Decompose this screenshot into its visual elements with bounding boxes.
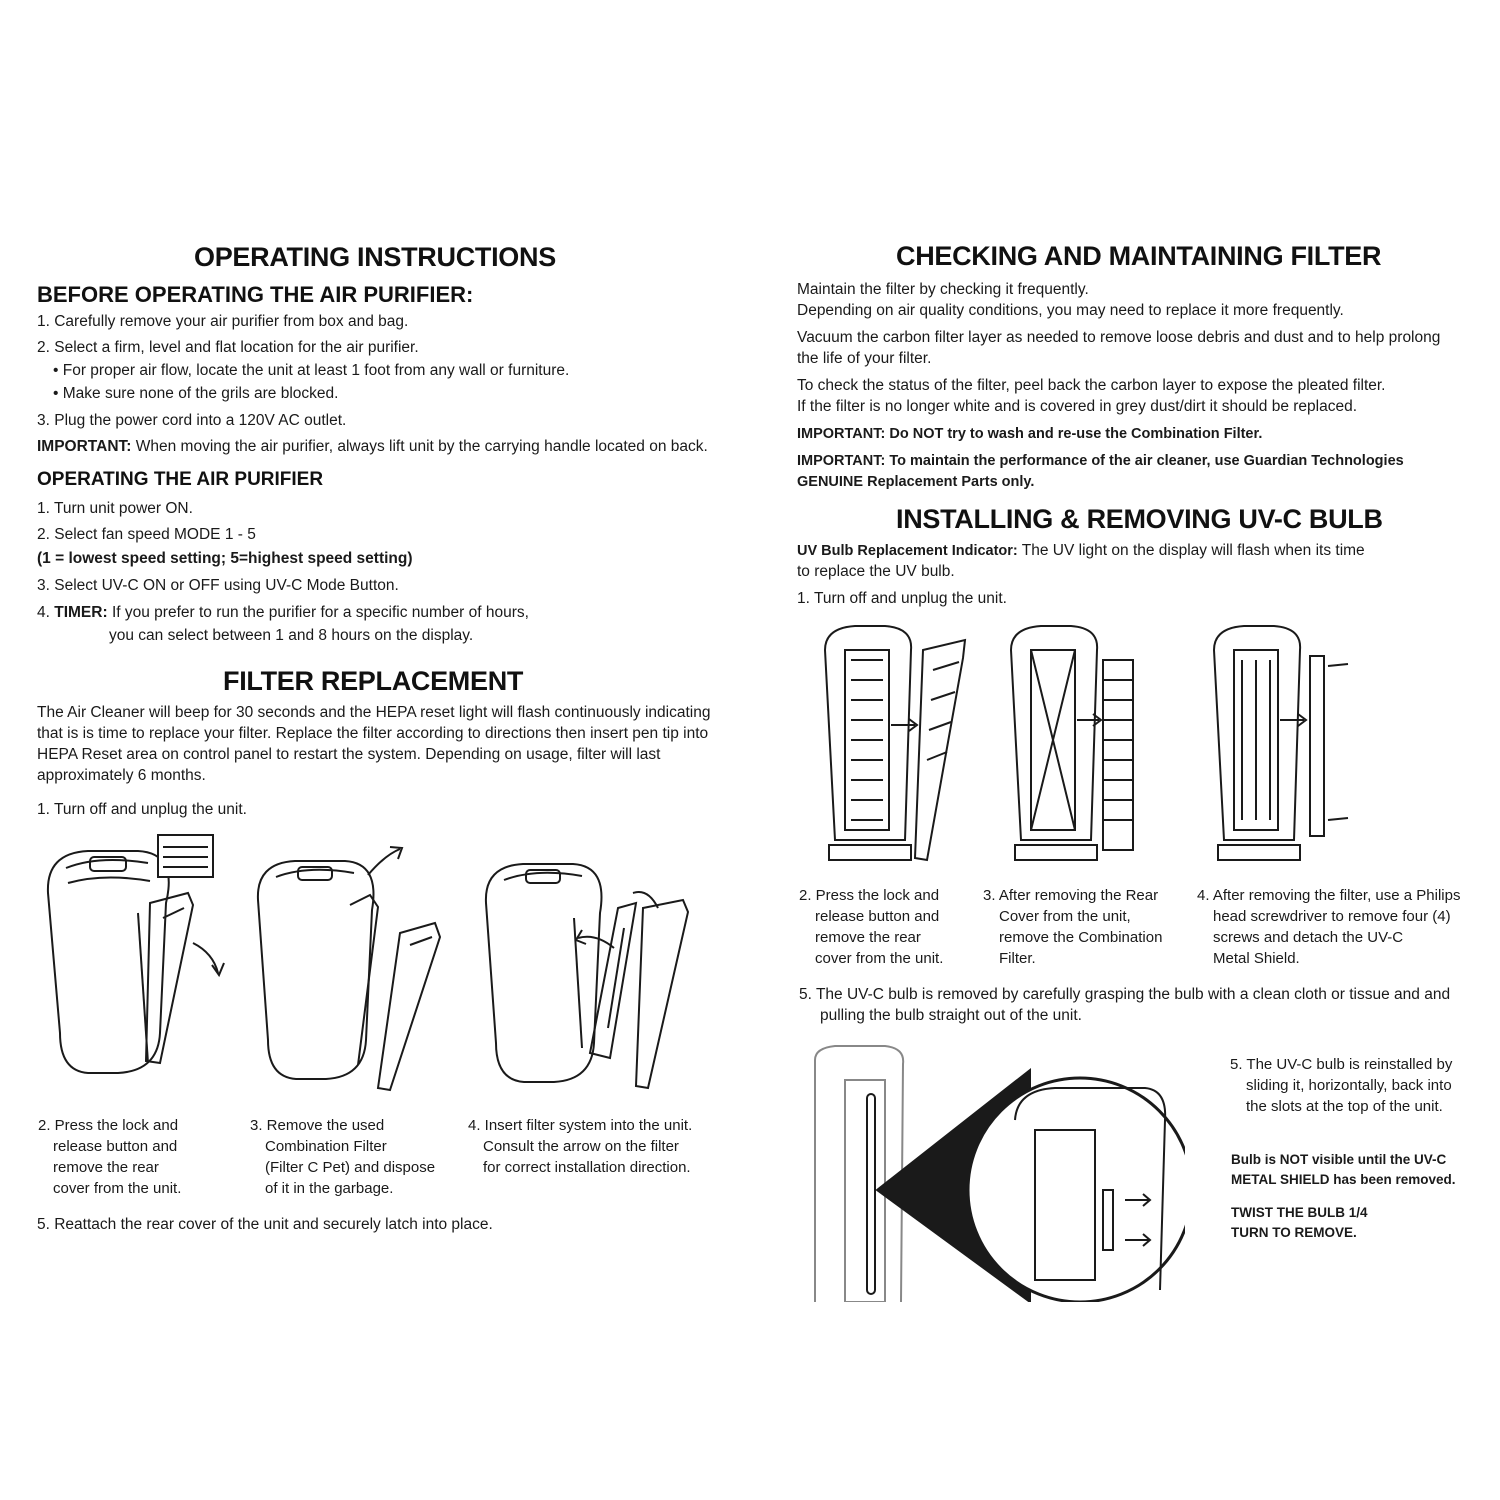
filter-step-5: 5. Reattach the rear cover of the unit and securely latch into place.: [37, 1216, 493, 1233]
uvc-indicator-line-2: to replace the UV bulb.: [797, 563, 955, 580]
caption-line: remove the rear: [815, 929, 921, 946]
illustration-insert-filter: [478, 848, 708, 1098]
uvc-visibility-note: [1231, 1150, 1456, 1190]
filter-replacement-title: FILTER REPLACEMENT: [223, 666, 524, 696]
caption-line: Cover from the unit,: [999, 908, 1131, 925]
uvc-twist-note: [1231, 1203, 1368, 1243]
caption-line: 2. Press the lock and: [38, 1117, 179, 1134]
caption-line: 4. Insert filter system into the unit.: [468, 1117, 693, 1134]
checking-filter-title: CHECKING AND MAINTAINING FILTER: [896, 241, 1382, 271]
caption-line: 4. After removing the filter, use a Philips: [1197, 887, 1461, 904]
caption-line: of it in the garbage.: [265, 1180, 394, 1197]
uvc-bulb-title: INSTALLING & REMOVING UV-C BULB: [896, 504, 1383, 534]
uvc-step-1: 1. Turn off and unplug the unit.: [797, 590, 1007, 607]
uvc-indicator: [797, 541, 1365, 561]
checking-line-2: Depending on air quality conditions, you may need to replace it more frequently.: [797, 302, 1344, 319]
filter-para-line-1: The Air Cleaner will beep for 30 seconds and the HEPA reset light will flash continuously indicating: [37, 704, 711, 721]
filter-caption-3: [250, 1115, 435, 1199]
before-bullet-2: • Make sure none of the grils are blocked.: [53, 385, 339, 402]
checking-line-5: To check the status of the filter, peel back the carbon layer to expose the pleated filter.: [797, 377, 1386, 394]
caption-line: for correct installation direction.: [483, 1159, 691, 1176]
checking-important-1: IMPORTANT: Do NOT try to wash and re-use the Combination Filter.: [797, 426, 1263, 442]
caption-line: cover from the unit.: [53, 1180, 182, 1197]
caption-line: Bulb is NOT visible until the UV-C: [1231, 1152, 1447, 1167]
caption-line: TURN TO REMOVE.: [1231, 1225, 1357, 1240]
illustration-tower-rear-cover: [815, 620, 975, 875]
filter-step-1: 1. Turn off and unplug the unit.: [37, 801, 247, 818]
important-label: IMPORTANT:: [37, 438, 132, 455]
illustration-remove-rear-cover: [38, 833, 238, 1093]
before-step-1: 1. Carefully remove your air purifier from box and bag.: [37, 313, 409, 330]
illustration-tower-combination-filter: [1003, 620, 1153, 875]
caption-line: screws and detach the UV-C: [1213, 929, 1404, 946]
caption-line: release button and: [53, 1138, 178, 1155]
caption-line: Combination Filter: [265, 1138, 387, 1155]
before-operating-heading: BEFORE OPERATING THE AIR PURIFIER:: [37, 282, 474, 307]
before-step-3: 3. Plug the power cord into a 120V AC outlet.: [37, 412, 347, 429]
illustration-remove-filter: [250, 845, 450, 1100]
before-bullet-1: • For proper air flow, locate the unit at least 1 foot from any wall or furniture.: [53, 362, 570, 379]
caption-line: 2. Press the lock and: [799, 887, 940, 904]
timer-text-1: If you prefer to run the purifier for a specific number of hours,: [111, 604, 529, 621]
caption-line: cover from the unit.: [815, 950, 944, 967]
uvc-caption-2: [799, 885, 943, 969]
filter-caption-4: [468, 1115, 692, 1178]
filter-caption-2: [38, 1115, 181, 1199]
caption-line: 3. After removing the Rear: [983, 887, 1159, 904]
uvc-step-5-line-1: 5. The UV-C bulb is removed by carefully grasping the bulb with a clean cloth or tissue and and: [799, 986, 1451, 1003]
uvc-caption-3: [983, 885, 1162, 969]
operating-instructions-title: OPERATING INSTRUCTIONS: [194, 242, 556, 272]
timer-text-2: you can select between 1 and 8 hours on the display.: [109, 627, 474, 644]
caption-line: Consult the arrow on the filter: [483, 1138, 679, 1155]
filter-para-line-3: HEPA Reset area on control panel to restart the system. Depending on usage, filter will last: [37, 746, 661, 763]
caption-line: release button and: [815, 908, 940, 925]
important-text: When moving the air purifier, always lift unit by the carrying handle located on back.: [135, 438, 708, 455]
caption-line: sliding it, horizontally, back into: [1246, 1077, 1452, 1094]
uvc-caption-4: [1197, 885, 1460, 969]
checking-line-1: Maintain the filter by checking it frequently.: [797, 281, 1089, 298]
uvc-indicator-text: The UV light on the display will flash when its time: [1021, 542, 1365, 559]
caption-line: 5. The UV-C bulb is reinstalled by: [1230, 1056, 1453, 1073]
caption-line: TWIST THE BULB 1/4: [1231, 1205, 1368, 1220]
caption-line: METAL SHIELD has been removed.: [1231, 1172, 1456, 1187]
caption-line: head screwdriver to remove four (4): [1213, 908, 1451, 925]
checking-line-4: the life of your filter.: [797, 350, 932, 367]
caption-line: remove the rear: [53, 1159, 159, 1176]
timer-label: TIMER:: [54, 604, 108, 621]
operating-heading: OPERATING THE AIR PURIFIER: [37, 469, 324, 490]
filter-para-line-2: that is is time to replace your filter. Replace the filter according to directions then insert pen tip into: [37, 725, 709, 742]
op-step-2: 2. Select fan speed MODE 1 - 5: [37, 526, 256, 543]
checking-line-6: If the filter is no longer white and is covered in grey dust/dirt it should be replaced.: [797, 398, 1358, 415]
op-step-2-note: (1 = lowest speed setting; 5=highest speed setting): [37, 550, 413, 567]
op-step-3: 3. Select UV-C ON or OFF using UV-C Mode Button.: [37, 577, 399, 594]
uvc-reinstall-note: [1230, 1054, 1452, 1117]
checking-line-3: Vacuum the carbon filter layer as needed to remove loose debris and dust and to help prolong: [797, 329, 1441, 346]
caption-line: the slots at the top of the unit.: [1246, 1098, 1443, 1115]
filter-para-line-4: approximately 6 months.: [37, 767, 206, 784]
caption-line: Filter.: [999, 950, 1036, 967]
illustration-tower-uvc-shield: [1206, 620, 1366, 875]
caption-line: Metal Shield.: [1213, 950, 1300, 967]
important-note-lift: [37, 437, 708, 457]
op-step-4: [37, 603, 529, 623]
caption-line: (Filter C Pet) and dispose: [265, 1159, 436, 1176]
caption-line: remove the Combination: [999, 929, 1163, 946]
checking-important-2b: GENUINE Replacement Parts only.: [797, 474, 1035, 490]
before-step-2: 2. Select a firm, level and flat location for the air purifier.: [37, 339, 419, 356]
op-step-4-number: 4.: [37, 604, 50, 621]
uvc-step-5-line-2: pulling the bulb straight out of the unit.: [820, 1007, 1082, 1024]
op-step-1: 1. Turn unit power ON.: [37, 500, 193, 517]
caption-line: 3. Remove the used: [250, 1117, 385, 1134]
uvc-indicator-label: UV Bulb Replacement Indicator:: [797, 543, 1018, 559]
illustration-uvc-bulb-removal: [805, 1040, 1185, 1302]
checking-important-2a: IMPORTANT: To maintain the performance of the air cleaner, use Guardian Technologies: [797, 453, 1404, 469]
